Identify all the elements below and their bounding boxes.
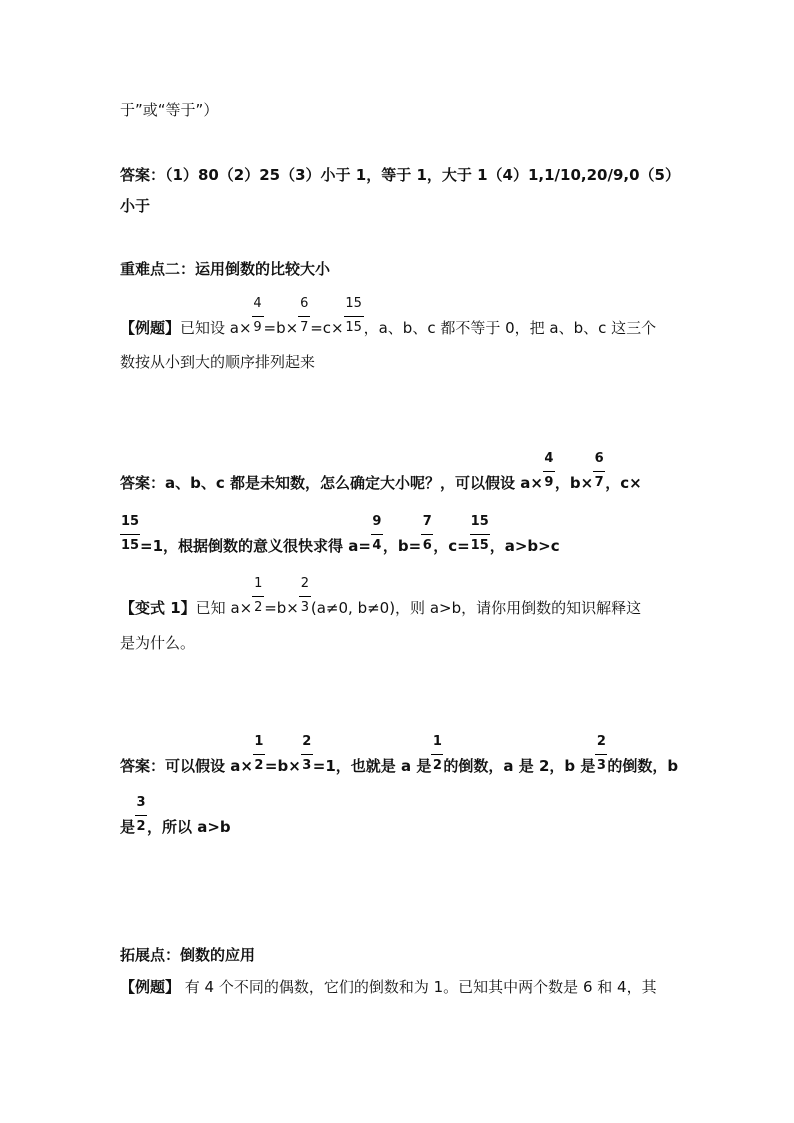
text-line: 于”或“等于”） [120,101,219,119]
fraction: $\frac{4}{9}$ [544,451,554,490]
answer-line-cont: $\frac{15}{15}$ =1，根据倒数的意义很快求得 a= $\frac{9}{4}$ ，b= $\frac{7}{6}$ ，c= $\frac{15}{15}$ ，a>b>c [120,514,560,555]
example-line-cont: 数按从小到大的顺序排列起来 [120,353,316,371]
variant-line: 【变式 1】已知 a× $\frac{1}{2}$ =b× $\frac{2}{3}$ (a≠0, b≠0)，则 a>b，请你用倒数的知识解释这 [120,576,642,617]
fraction: $\frac{2}{3}$ [302,734,312,773]
fraction: $\frac{9}{4}$ [372,514,382,553]
fraction: $\frac{15}{15}$ [120,514,140,553]
fraction: $\frac{7}{6}$ [422,514,432,553]
fraction: $\frac{15}{15}$ [470,514,489,553]
fraction: $\frac{3}{2}$ [136,795,146,834]
variant-line-cont: 是为什么。 [120,634,196,652]
answer-line-cont: 小于 [120,197,151,215]
fraction: $\frac{1}{2}$ [432,734,442,773]
fraction: $\frac{4}{9}$ [253,296,262,335]
section-title: 拓展点：倒数的应用 [120,946,256,964]
fraction: $\frac{1}{2}$ [254,734,264,773]
fraction: $\frac{15}{15}$ [345,296,362,335]
fraction: $\frac{2}{3}$ [596,734,606,773]
answer-line: 答案：可以假设 a× $\frac{1}{2}$ =b× $\frac{2}{3}$ =1，也就是 a 是 $\frac{1}{2}$ 的倒数，a 是 2，b 是 $\frac{2}{3}$ 的倒数，b [120,734,679,775]
fraction: $\frac{6}{7}$ [594,451,604,490]
fraction: $\frac{6}{7}$ [300,296,309,335]
example-line: 【例题】已知设 a× $\frac{4}{9}$ =b× $\frac{6}{7}$ =c× $\frac{15}{15}$ ，a、b、c 都不等于 0，把 a、b、c 这三个 [120,296,657,337]
fraction: $\frac{1}{2}$ [254,576,263,615]
answer-line-cont: 是 $\frac{3}{2}$ ，所以 a>b [120,795,231,836]
section-title: 重难点二：运用倒数的比较大小 [120,260,331,278]
answer-line: 答案：（1）80（2）25（3）小于 1，等于 1，大于 1（4）1,1/10,20/9,0（5） [120,166,680,184]
fraction: $\frac{2}{3}$ [300,576,310,615]
answer-line: 答案：a、b、c 都是未知数，怎么确定大小呢？，可以假设 a× $\frac{4}{9}$ ，b× $\frac{6}{7}$ ，c× [120,451,642,492]
example-line: 【例题】 有 4 个不同的偶数，它们的倒数和为 1。已知其中两个数是 6 和 4，其 [120,978,657,996]
